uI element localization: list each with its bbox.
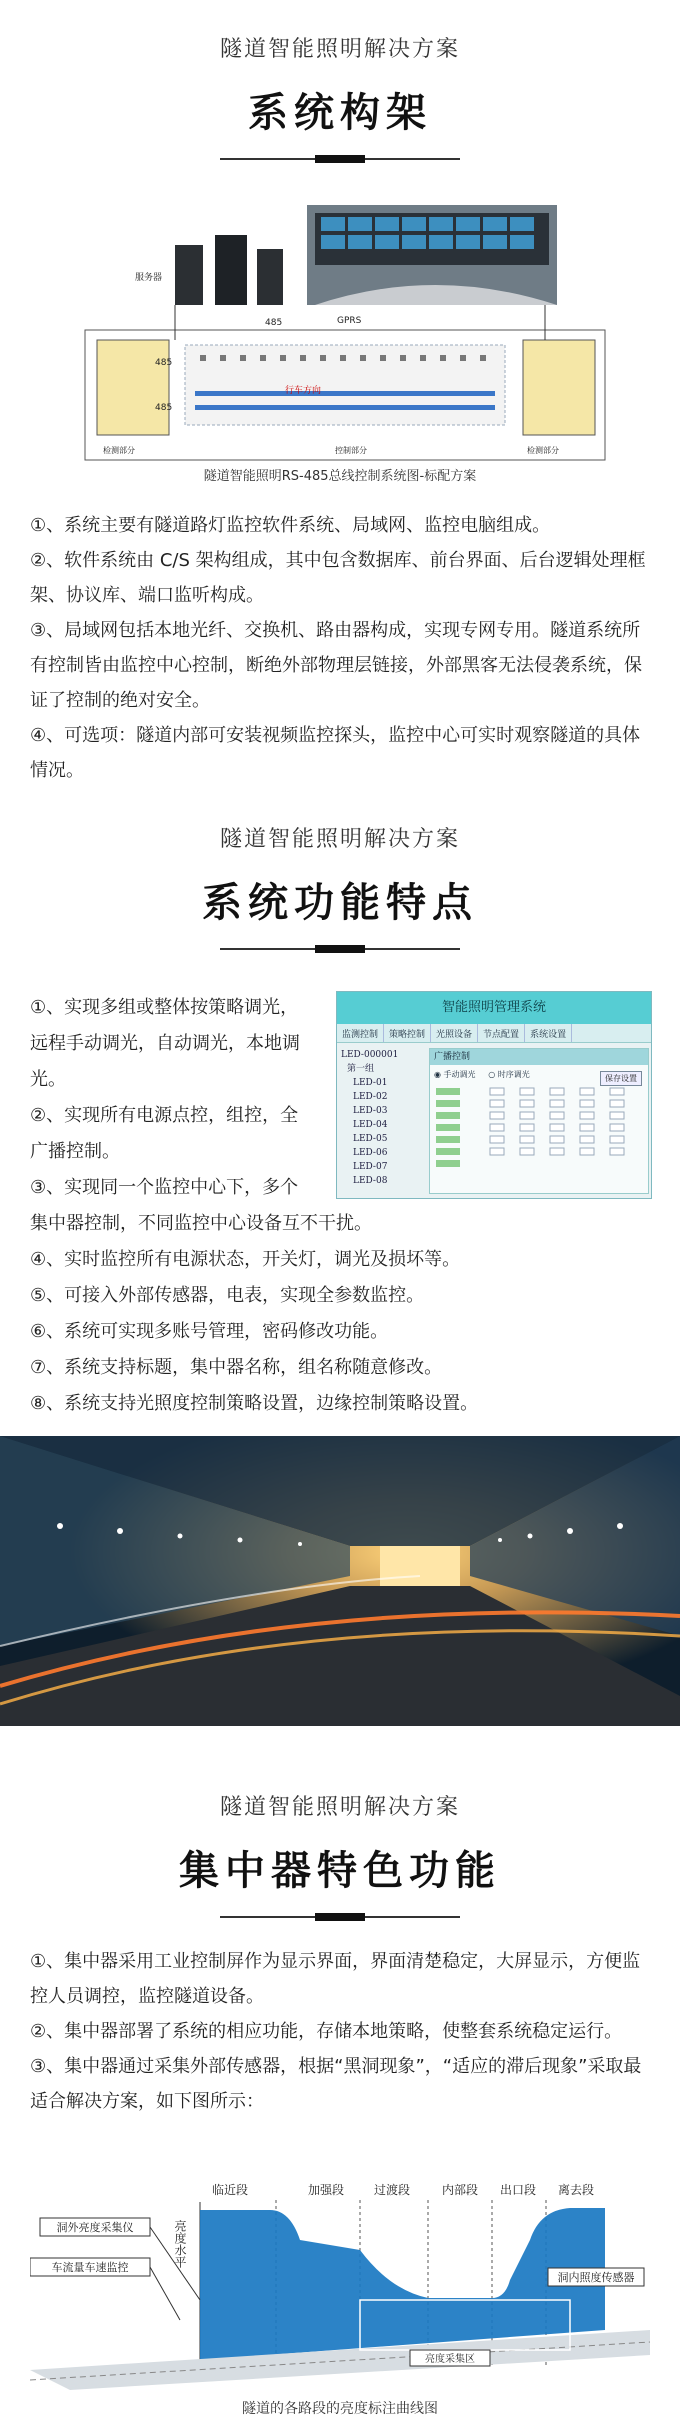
device-tree (341, 1048, 421, 1188)
bus-label: 485 (155, 403, 173, 413)
tree-node: LED-01 (353, 1078, 388, 1088)
tree-node: LED-000001 (341, 1050, 399, 1060)
y-axis-label: 亮度水平 (173, 2220, 187, 2268)
tree-node: LED-02 (353, 1092, 388, 1102)
tree-node: 第一组 (347, 1064, 375, 1074)
segment-label: 临近段 (211, 2183, 249, 2197)
control-label: 控制部分 (335, 446, 367, 455)
device-label: 洞外亮度采集仪 (56, 2221, 134, 2234)
gprs-label: GPRS (337, 316, 362, 326)
list-item: 远程手动调光，自动调光，本地调 (30, 1033, 300, 1054)
section-subtitle: 隧道智能照明解决方案 (219, 37, 460, 62)
section-title: 系统构架 (248, 90, 432, 136)
section-title: 集中器特色功能 (179, 1848, 501, 1894)
tree-node: LED-03 (353, 1106, 388, 1116)
title-divider (220, 1916, 460, 1918)
software-menu-item: 光照设备 (431, 1024, 478, 1042)
title-divider (220, 158, 460, 160)
panel-title: 广播控制 (430, 1049, 648, 1065)
save-settings-button: 保存设置 (600, 1071, 642, 1086)
list-item: ②、实现所有电源点控，组控，全 (30, 1105, 299, 1126)
radio-manual: 手动调光 (443, 1070, 476, 1079)
radio-timed: 时序调光 (497, 1070, 530, 1079)
detect-label-left: 检测部分 (103, 446, 135, 455)
broadcast-panel (429, 1048, 649, 1194)
detect-label-right: 检测部分 (527, 446, 559, 455)
list-item: ③、实现同一个监控中心下，多个 (30, 1177, 299, 1198)
list-item: ①、实现多组或整体按策略调光， (30, 997, 299, 1018)
segment-label: 出口段 (499, 2183, 537, 2197)
list-item: 集中器控制，不同监控中心设备互不干扰。 (30, 1213, 372, 1234)
list-item: 光。 (30, 1069, 66, 1090)
list-item: ⑧、系统支持光照度控制策略设置，边缘控制策略设置。 (30, 1393, 479, 1414)
architecture-caption: 隧道智能照明RS-485总线控制系统图-标配方案 (203, 469, 477, 484)
segment-label: 内部段 (441, 2183, 479, 2197)
tree-node: LED-05 (353, 1134, 388, 1144)
software-menu-item: 节点配置 (478, 1024, 525, 1042)
architecture-diagram (75, 205, 615, 485)
server-tower-icon (175, 245, 203, 305)
section-header-features (0, 822, 680, 950)
tree-node: LED-07 (353, 1162, 388, 1172)
segment-label: 过渡段 (373, 2183, 411, 2197)
tree-node: LED-06 (353, 1148, 388, 1158)
list-item: ②、集中器部署了系统的相应功能，存储本地策略，使整套系统稳定运行。 (30, 2021, 623, 2042)
luminance-curve-diagram (30, 2180, 650, 2390)
list-item: ⑤、可接入外部传感器，电表，实现全参数监控。 (30, 1285, 425, 1306)
curve-caption: 隧道的各路段的亮度标注曲线图 (242, 2401, 438, 2417)
software-menu-item: 监测控制 (337, 1024, 384, 1042)
list-item: ①、集中器采用工业控制屏作为显示界面，界面清楚稳定，大屏显示，方便监控人员调控，监控隧道设备。 (30, 1951, 641, 2007)
tree-node: LED-08 (353, 1176, 388, 1186)
list-item: ①、系统主要有隧道路灯监控软件系统、局域网、监控电脑组成。 (30, 515, 551, 536)
architecture-points (30, 508, 650, 788)
list-item: ⑥、系统可实现多账号管理，密码修改功能。 (30, 1321, 389, 1342)
car-direction-label: 行车方向 (285, 386, 322, 396)
software-screenshot (336, 991, 652, 1199)
collection-area-label: 亮度采集区 (425, 2354, 475, 2365)
section-title: 系统功能特点 (202, 880, 478, 926)
bus-label: 485 (155, 358, 173, 368)
title-divider (220, 948, 460, 950)
section-header-concentrator (0, 1790, 680, 1918)
software-title: 智能照明管理系统 (337, 992, 651, 1024)
tree-node: LED-04 (353, 1120, 388, 1130)
list-item: ②、软件系统由 C/S 架构组成，其中包含数据库、前台界面、后台逻辑处理框架、协议库、端口监听构成。 (30, 550, 646, 606)
list-item: ④、实时监控所有电源状态，开关灯，调光及损坏等。 (30, 1249, 461, 1270)
bus-label: 485 (265, 318, 283, 328)
list-item: ③、局域网包括本地光纤、交换机、路由器构成，实现专网专用。隧道系统所有控制皆由监控中心控制，断绝外部物理层链接，外部黑客无法侵袭系统，保证了控制的绝对安全。 (30, 620, 642, 711)
section-subtitle: 隧道智能照明解决方案 (219, 1795, 460, 1820)
device-label: 洞内照度传感器 (557, 2271, 635, 2284)
server-label: 服务器 (135, 273, 163, 283)
list-item: ④、可选项：隧道内部可安装视频监控探头，监控中心可实时观察隧道的具体情况。 (30, 725, 641, 781)
section-subtitle: 隧道智能照明解决方案 (219, 827, 460, 852)
concentrator-points (30, 1944, 650, 2119)
list-item: ③、集中器通过采集外部传感器，根据“黑洞现象”，“适应的滞后现象”采取最适合解决方案，如下图所示： (30, 2056, 642, 2112)
software-menu-item: 策略控制 (384, 1024, 431, 1042)
software-menu-item: 系统设置 (525, 1024, 572, 1042)
dimming-mode: ◉ 手动调光 ○ 时序调光 (434, 1070, 530, 1079)
software-menu (337, 1024, 651, 1043)
control-grid (430, 1084, 644, 1184)
segment-label: 加强段 (307, 2183, 345, 2197)
tunnel-photo (0, 1436, 680, 1726)
device-label: 车流量车速监控 (51, 2261, 129, 2274)
list-item: ⑦、系统支持标题，集中器名称，组名称随意修改。 (30, 1357, 443, 1378)
list-item: 广播控制。 (30, 1141, 120, 1162)
segment-label: 离去段 (557, 2183, 595, 2197)
section-header-architecture (0, 32, 680, 160)
